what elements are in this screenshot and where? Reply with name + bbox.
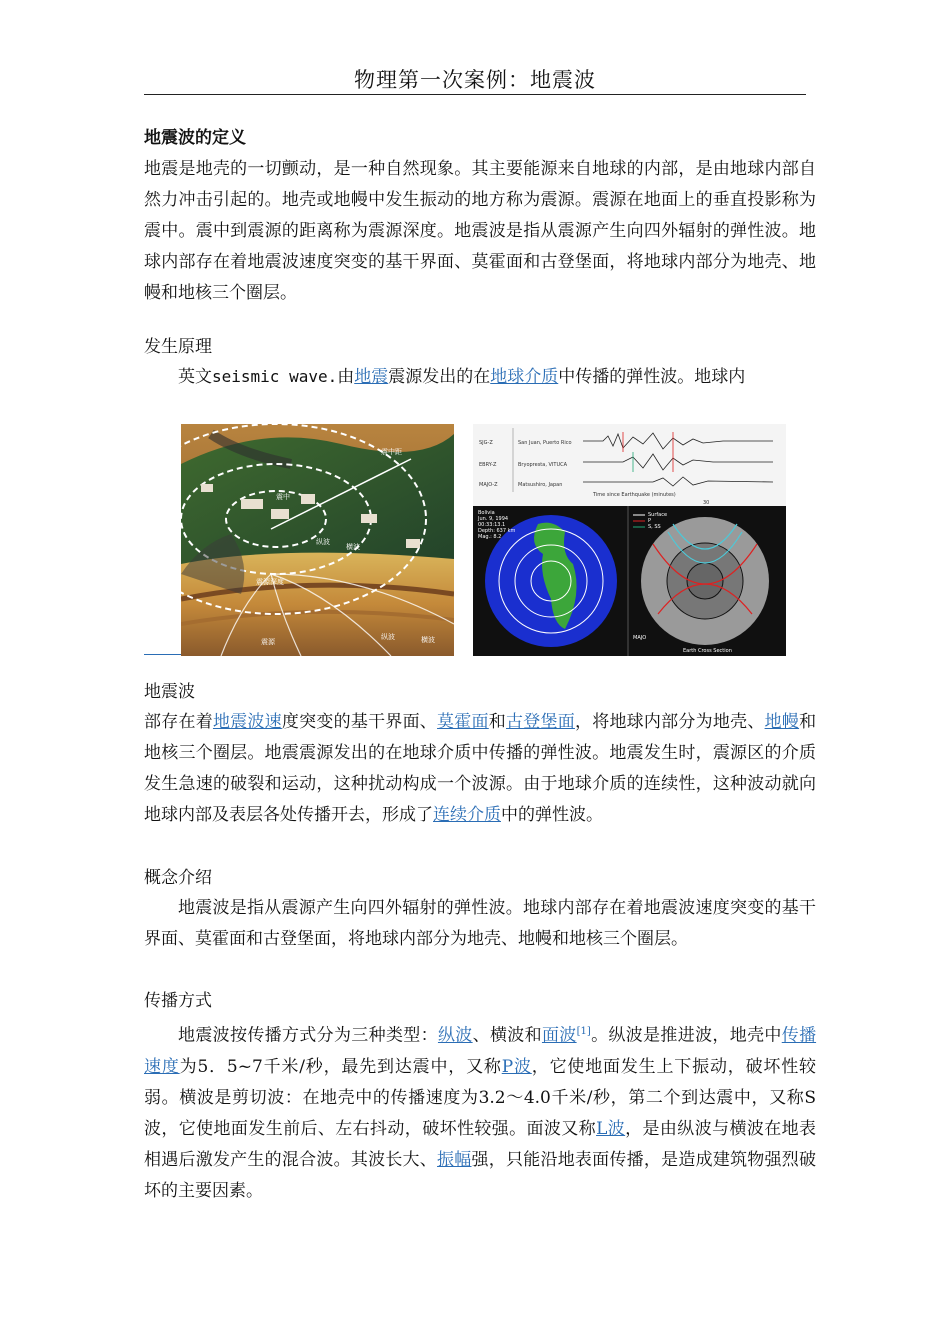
link-amplitude[interactable]: 振幅 [437,1149,472,1170]
link-earth-medium[interactable]: 地球介质 [490,367,559,387]
english-term: seismic wave. [212,367,338,386]
station-majo-label: MAJO [633,635,647,641]
fig1-label-p-wave-2: 纵波 [381,633,395,641]
seismogram-axis-tick: 30 [703,500,710,506]
link-surface-wave[interactable]: 面波 [541,1025,577,1046]
earth-cross-section-label: Earth Cross Section [683,648,732,654]
fig1-label-focal-depth: 震源深度 [256,578,284,586]
link-continuous-medium[interactable]: 连续介质 [433,805,501,825]
link-gutenberg[interactable]: 古登堡面 [506,712,575,732]
link-moho[interactable]: 莫霍面 [437,712,489,732]
link-p-wave[interactable]: 纵波 [437,1025,473,1046]
seismogram-globe-image [473,424,786,656]
link-mantle[interactable]: 地幔 [764,712,800,732]
concept-heading: 概念介绍 [144,868,212,888]
fig1-label-epicenter: 震中 [276,493,290,501]
station-code-1: SJG-Z [479,440,493,446]
seismic-wave-heading: 地震波 [144,682,195,702]
fig1-label-epicentral-distance: 震中距 [381,448,402,456]
station-code-3: MAJO-Z [479,482,498,488]
quake-info-4: Mag.: 8.2 [478,534,502,540]
link-propagation-speed[interactable]: 传播速度 [144,1025,817,1077]
origin-heading: 发生原理 [144,337,212,357]
page-title: 物理第一次案例：地震波 [354,68,596,92]
quake-info-2: 00:33:13.1 [478,522,506,528]
link-p-wave-2[interactable]: P波 [501,1056,532,1077]
fig1-label-p-wave: 纵波 [316,538,330,546]
definition-heading: 地震波的定义 [144,128,246,148]
image-link-underline[interactable] [144,654,181,655]
link-l-wave[interactable]: L波 [596,1118,626,1139]
origin-paragraph: 英文seismic wave.由地震震源发出的在地球介质中传播的弹性波。地球内 [178,367,746,387]
seismic-wave-paragraph: 部存在着地震波速度突变的基干界面、莫霍面和古登堡面，将地球内部分为地壳、地幔和地核三个圈层。地震震源发出的在地球介质中传播的弹性波。地震发生时，震源区的介质发生急速的破裂和运动，这种扰动构成一个波源。由于地球介质的连续性，这种波动就向地球内部及表层各处传播开去，形成了连续介质中的弹性波。 [144,712,817,825]
quake-info-1: Jun. 9, 1994 [478,516,509,522]
link-seismic-velocity[interactable]: 地震波速 [212,712,282,732]
legend-surface: Surface [648,512,668,518]
legend-p: P [648,518,652,524]
seismogram-axis-label: Time since Earthquake (minutes) [593,492,676,498]
station-name-3: Matsushiro, Japan [518,482,563,488]
title-bar [144,66,806,95]
earthquake-cross-section-image [181,424,454,656]
station-code-2: EBRY-Z [479,462,497,468]
propagation-paragraph: 地震波按传播方式分为三种类型：纵波、横波和面波[1]。纵波是推进波，地壳中传播速度为5．5~7千米/秒，最先到达震中，又称P波，它使地面发生上下振动，破坏性较弱。横波是剪切波：在地壳中的传播速度为3.2～4.0千米/秒，第二个到达震中，又称S波，它使地面发生前后、左右抖动，破坏性较强。面波又称L波，是由纵波与横波在地表相遇后激发产生的混合波。其波长大、振幅强，只能沿地表面传播，是造成建筑物强烈破坏的主要因素。 [144,1025,817,1201]
quake-info-3: Depth: 637 km [478,528,516,534]
propagation-heading: 传播方式 [144,991,212,1011]
concept-paragraph: 地震波是指从震源产生向四外辐射的弹性波。地球内部存在着地震波速度突变的基干界面、莫霍面和古登堡面，将地球内部分为地壳、地幔和地核三个圈层。 [144,898,816,949]
station-name-1: San Juan, Puerto Rico [518,440,572,446]
fig1-label-s-wave-2: 横波 [421,636,435,644]
quake-info-0: Bolivia [478,510,495,516]
link-earthquake[interactable]: 地震 [354,367,389,387]
legend-s: S, SS [648,524,661,530]
fig1-label-s-wave: 横波 [346,543,360,551]
station-name-2: Bryopresta, VITUCA [518,462,568,468]
citation-1[interactable]: [1] [576,1026,591,1037]
definition-paragraph: 地震是地壳的一切颤动，是一种自然现象。其主要能源来自地球的内部，是由地球内部自然力冲击引起的。地壳或地幔中发生振动的地方称为震源。震源在地面上的垂直投影称为震中。震中到震源的距离称为震源深度。地震波是指从震源产生向四外辐射的弹性波。地球内部存在着地震波速度突变的基干界面、莫霍面和古登堡面，将地球内部分为地壳、地幔和地核三个圈层。 [144,159,816,303]
fig1-label-focus: 震源 [261,638,275,646]
